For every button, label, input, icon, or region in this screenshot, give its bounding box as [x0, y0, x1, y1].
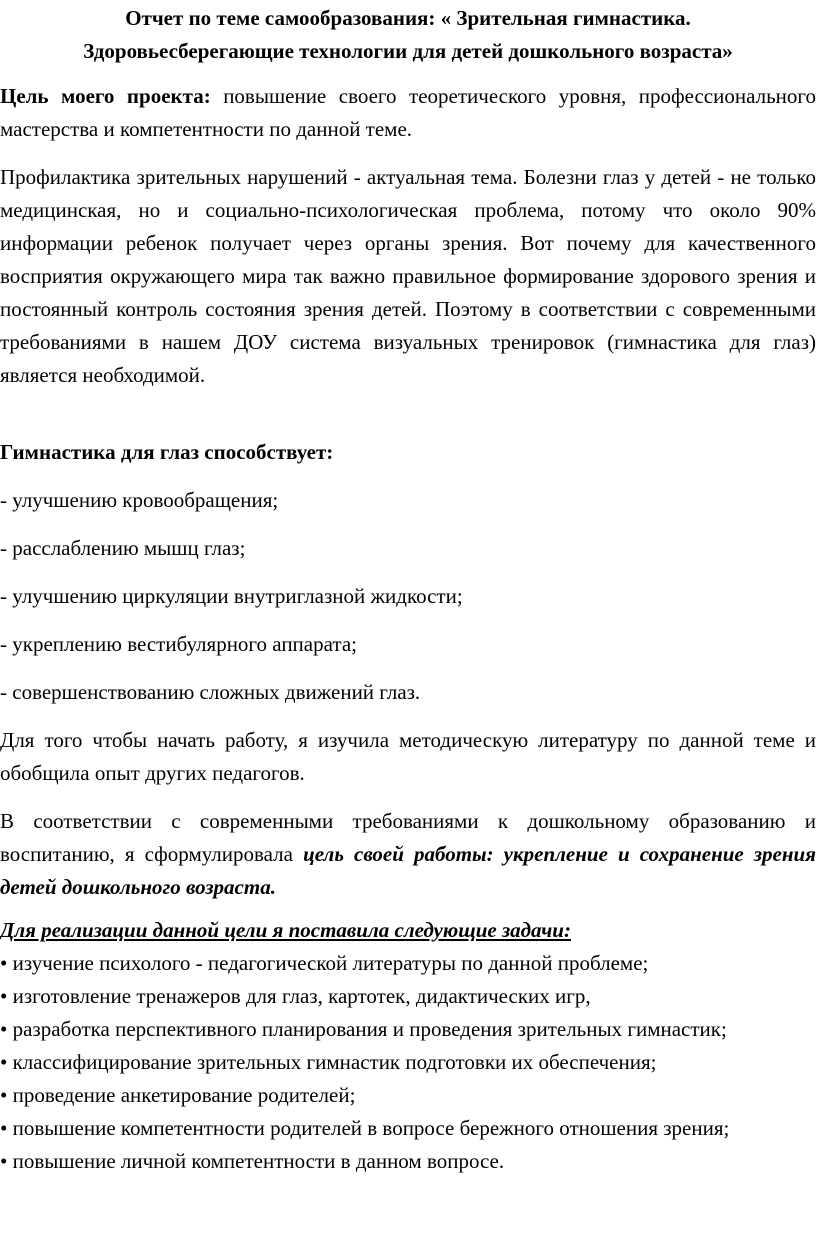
- tasks-list: [0, 947, 816, 1178]
- task-item-4: • классифицирование зрительных гимнастик подготовки их обеспечения;: [0, 1050, 657, 1074]
- task-item-7: • повышение личной компетентности в данном вопросе.: [0, 1149, 505, 1173]
- page-title-line-2: Здоровьесберегающие технологии для детей дошкольного возраста»: [83, 39, 733, 63]
- task-item-5: • проведение анкетирование родителей;: [0, 1083, 356, 1107]
- goal-label: Цель моего проекта:: [0, 84, 211, 108]
- task-item-2: • изготовление тренажеров для глаз, картотек, дидактических игр,: [0, 984, 591, 1008]
- benefit-item-1: - улучшению кровообращения;: [0, 488, 279, 512]
- intro-paragraph: Профилактика зрительных нарушений - актуальная тема. Болезни глаз у детей - не только медицинская, но и социально-психологическая проблема, потому что около 90% информации ребенок получает через органы зрения. Вот почему для качественного восприятия окружающего мира так важно правильное формирование здорового зрения и постоянный контроль состояния зрения детей. Поэтому в соответствии с современными требованиями в нашем ДОУ система визуальных тренировок (гимнастика для глаз) является необходимой.: [0, 165, 816, 387]
- page-title: [0, 2, 816, 68]
- benefits-heading: Гимнастика для глаз способствует:: [0, 440, 334, 464]
- benefit-item-4: - укреплению вестибулярного аппарата;: [0, 632, 357, 656]
- tasks-heading: Для реализации данной цели я поставила следующие задачи:: [0, 918, 571, 942]
- work-goal-paragraph: [0, 805, 816, 904]
- benefit-item-5: - совершенствованию сложных движений глаз.: [0, 680, 421, 704]
- benefit-item-3: - улучшению циркуляции внутриглазной жидкости;: [0, 584, 463, 608]
- work-goal-text: В соответствии с современными требованиями к дошкольному образованию и воспитанию, я сформулировала: [0, 809, 816, 866]
- work-goal-emphasis: цель своей работы: укрепление и сохранение зрения детей дошкольного возраста.: [0, 842, 816, 899]
- task-item-1: • изучение психолого - педагогической литературы по данной проблеме;: [0, 951, 649, 975]
- page-title-line-1: Отчет по теме самообразования: « Зрительная гимнастика.: [125, 6, 691, 30]
- goal-text: повышение своего теоретического уровня, профессионального мастерства и компетентности по данной теме.: [0, 84, 816, 141]
- task-item-6: • повышение компетентности родителей в вопросе бережного отношения зрения;: [0, 1116, 730, 1140]
- task-item-3: • разработка перспективного планирования и проведения зрительных гимнастик;: [0, 1017, 727, 1041]
- goal-paragraph: [0, 80, 816, 146]
- literature-paragraph: Для того чтобы начать работу, я изучила методическую литературу по данной теме и обобщила опыт других педагогов.: [0, 728, 816, 785]
- benefit-item-2: - расслаблению мышц глаз;: [0, 536, 246, 560]
